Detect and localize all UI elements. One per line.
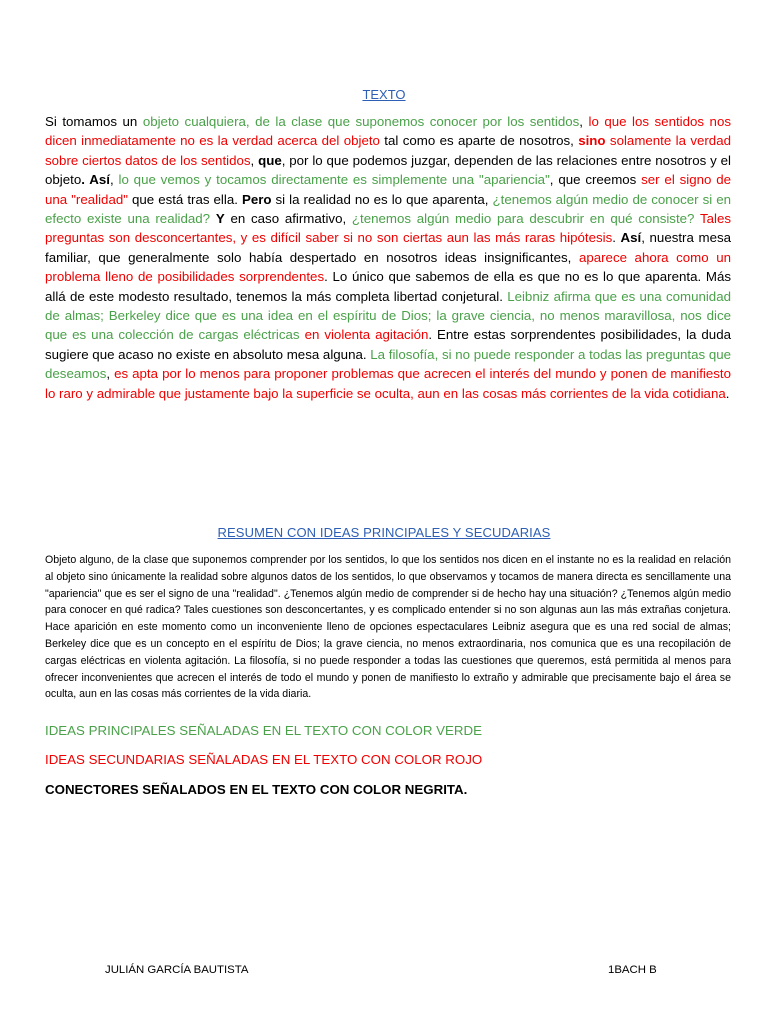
footer-author: JULIÁN GARCÍA BAUTISTA [105, 964, 249, 976]
text-segment: , [250, 152, 259, 168]
main-text-paragraph [45, 112, 731, 403]
text-segment: , [106, 366, 115, 382]
text-segment: lo que vemos y tocamos directamente es simplemente una "apariencia" [118, 172, 550, 188]
text-segment: Y [215, 211, 225, 227]
legend-secondary-ideas: IDEAS SECUNDARIAS SEÑALADAS EN EL TEXTO CON COLOR ROJO [45, 752, 483, 767]
text-segment: Así [89, 172, 110, 188]
text-segment: si la realidad no es lo que aparenta, [271, 191, 493, 207]
text-title: TEXTO [362, 87, 406, 102]
text-segment: en violenta agitación [304, 327, 429, 343]
legend-connectors: CONECTORES SEÑALADOS EN EL TEXTO CON COLOR NEGRITA. [45, 782, 468, 797]
text-segment: . [725, 385, 730, 401]
text-segment: , [109, 172, 119, 188]
text-segment: Si tomamos un [45, 114, 143, 129]
summary-title: RESUMEN CON IDEAS PRINCIPALES Y SECUDARIAS [217, 525, 551, 540]
text-segment: Leibniz afirma que es una comunidad de almas; Berkeley dice que es una idea en el espíritu de Dios; la grave ciencia, no menos maravillosa, nos dice que es una colección de cargas eléctricas [45, 288, 731, 343]
text-segment: ¿tenemos algún medio para descubrir en qué consiste? [351, 211, 695, 227]
text-segment: . Entre estas sorprendentes posibilidades, la duda sugiere que acaso no existe en absoluto mesa alguna. [45, 327, 731, 362]
text-segment: es apta [114, 366, 159, 382]
text-segment: aparece ahora como un problema lleno de posibilidades sorprendentes [45, 249, 731, 285]
text-segment: en caso afirmativo, [224, 211, 352, 227]
text-segment: . [81, 172, 90, 188]
text-segment: , por lo que podemos juzgar, dependen de las relaciones entre nosotros y el objeto [45, 152, 731, 188]
text-segment: . [612, 230, 621, 246]
text-segment: tal como es aparte de nosotros, [379, 133, 579, 149]
text-segment: que [258, 152, 282, 168]
summary-paragraph: Objeto alguno, de la clase que suponemos comprender por los sentidos, lo que los sentidos nos dicen en el instante no es la realidad en relación al objeto sino únicamente la realidad sobre algunos datos de los sentidos, lo que observamos y tocamos de manera directa es sencillamente una "apariencia" que es ser el signo de una "realidad". ¿Tenemos algún medio de comprender si de hecho hay una situación? ¿Tenemos algún medio para conocer en qué radica? Tales cuestiones son desconcertantes, y es complicado entender si no son algunas aun las más extrañas conjetura. Hace aparición en este momento como un inconveniente lleno de opciones espectaculares Leibniz asegura que es una red social de almas; Berkeley dice que es un concepto en el espíritu de Dios; la grave ciencia, no menos extraordinaria, nos comunica que es una recopilación de cargas eléctricas en violenta agitación. La filosofía, si no puede responder a todas las cuestiones que queremos, está permitida al menos para ofrecer inconvenientes que acrecen el interés de todo el mundo y ponen de manifiesto lo extraño y admirable que precisamente bajo el área se oculta, aun en las cosas más corrientes de la vida diaria. [45, 554, 731, 701]
footer-class: 1BACH B [608, 964, 657, 976]
text-segment: , que creemos [549, 172, 642, 188]
text-segment: sino [578, 133, 606, 149]
text-segment: lo que los sentidos nos dicen inmediatamente no es la verdad acerca del objeto [45, 114, 731, 149]
text-segment: , [579, 114, 589, 129]
text-segment: La filosofía, si no puede responder a todas las preguntas que deseamos [45, 346, 732, 382]
text-segment: por lo menos para proponer problemas que acrecen el interés del mundo y ponen de manifiesto lo raro y admirable que justamente bajo la superficie se oculta, aun en las cosas más corrientes de la vida cotidiana [45, 366, 731, 401]
text-segment: que está tras ella. [127, 191, 242, 207]
text-segment: , nuestra mesa familiar, que generalmente solo había despertado en nosotros ideas insignificantes, [45, 230, 732, 265]
text-segment: Tales preguntas son desconcertantes, y es difícil saber si no son ciertas aun las más raras hipótesis [45, 211, 731, 246]
legend-main-ideas: IDEAS PRINCIPALES SEÑALADAS EN EL TEXTO CON COLOR VERDE [45, 723, 482, 738]
text-segment: solamente la verdad sobre ciertos datos de los sentidos [45, 133, 731, 168]
text-segment: . Lo único que sabemos de ella es que no es lo que aparenta. Más allá de este modesto resultado, tenemos la más completa libertad conjetural. [45, 269, 731, 304]
text-segment: ser el signo de una "realidad" [45, 172, 732, 207]
text-segment: Pero [241, 191, 272, 207]
text-segment: ¿tenemos algún medio de conocer si en efecto existe una realidad? [45, 191, 731, 227]
text-segment: Así [620, 230, 642, 246]
text-segment: objeto cualquiera, de la clase que suponemos conocer por los sentidos [142, 114, 580, 129]
